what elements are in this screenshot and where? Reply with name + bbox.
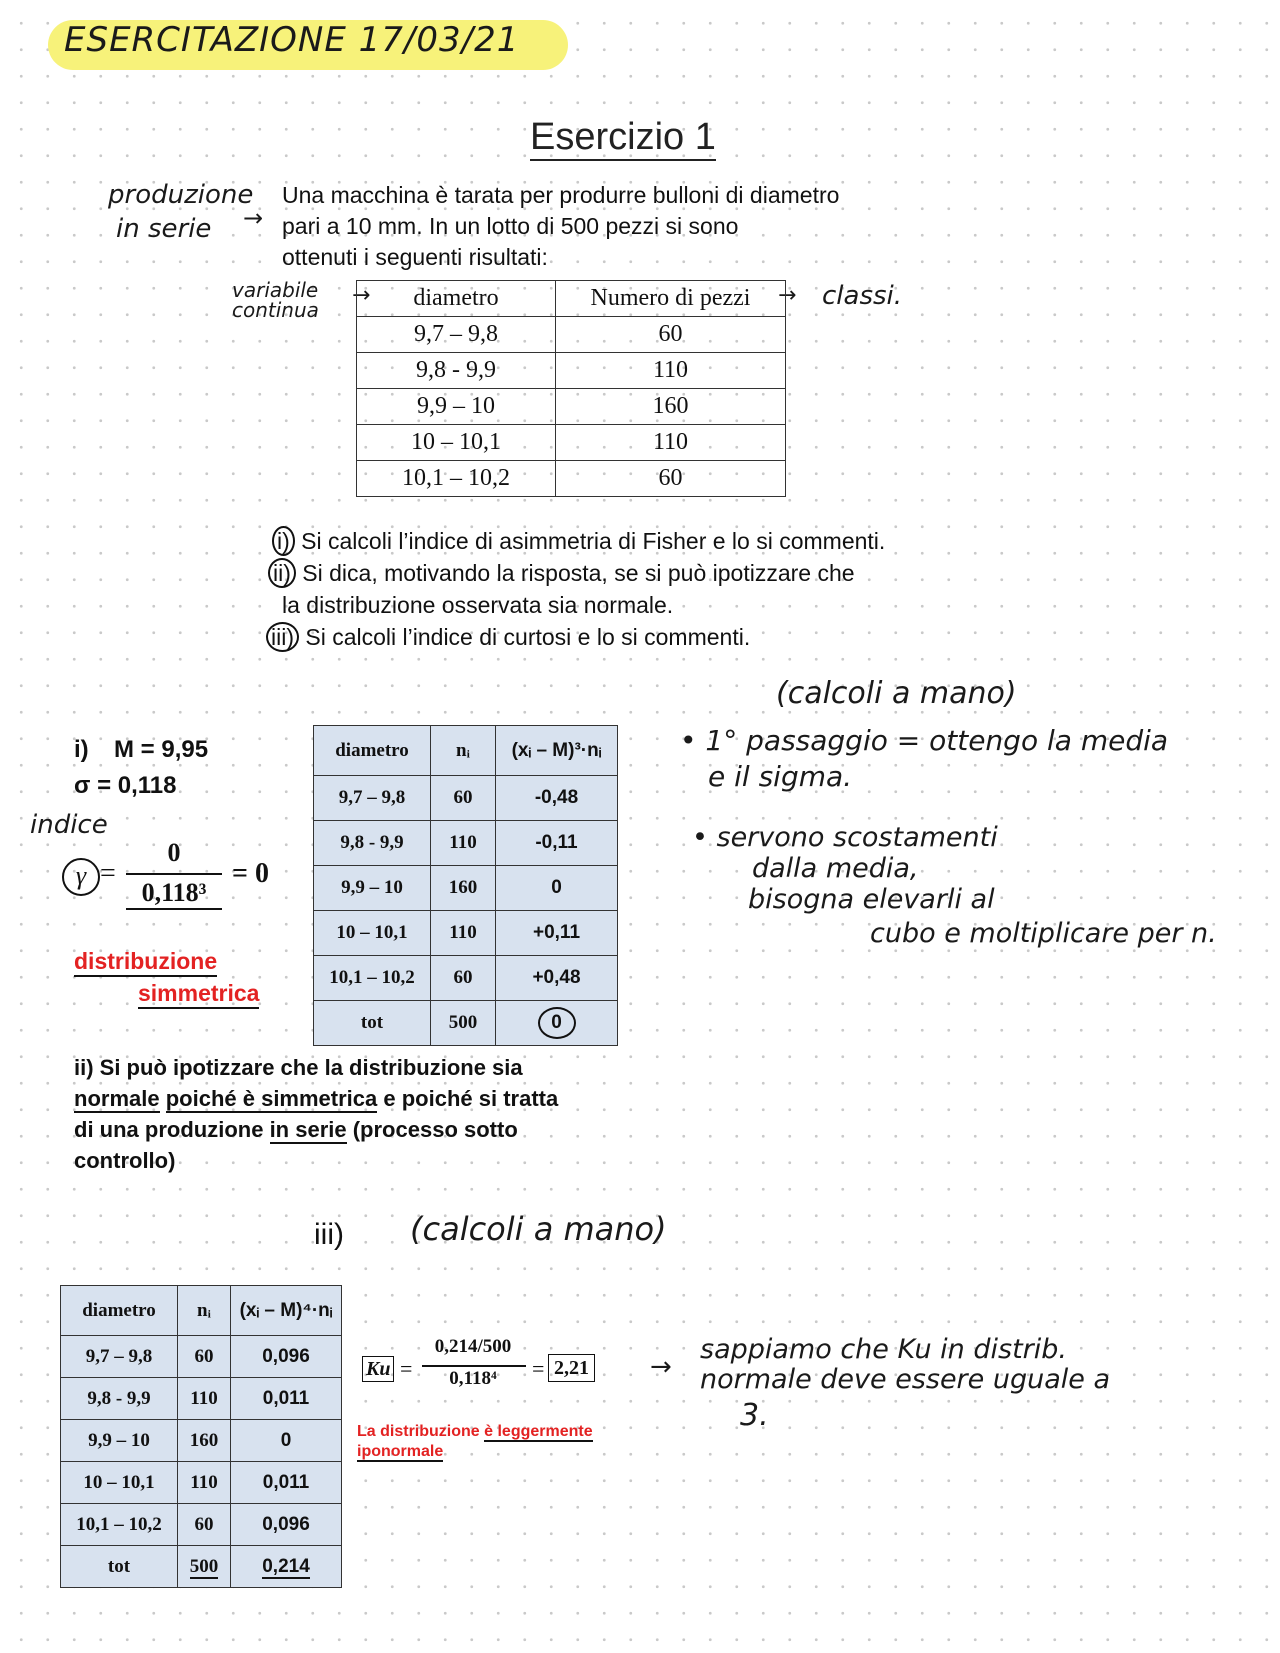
- statement-line-1: Una macchina è tarata per produrre bulloni di diametro: [282, 182, 840, 208]
- note-calcoli-2: (calcoli a mano): [410, 1210, 667, 1248]
- total-value: 0,214: [262, 1555, 310, 1577]
- cell: 110: [178, 1378, 231, 1420]
- table-row: [61, 1378, 342, 1420]
- cell: 9,7 – 9,8: [314, 776, 431, 821]
- cell: 60: [431, 776, 496, 821]
- q1-number: i): [272, 526, 295, 556]
- table-row: [357, 353, 786, 389]
- cell: 160: [178, 1420, 231, 1462]
- cell: 10 – 10,1: [61, 1462, 178, 1504]
- solution-3-label: iii): [314, 1218, 344, 1251]
- note-in-serie: in serie: [116, 214, 212, 244]
- arrow-1: →: [243, 204, 264, 232]
- cell: 0,096: [231, 1336, 342, 1378]
- ku-equals: =: [400, 1356, 413, 1381]
- table-row: [357, 389, 786, 425]
- ku-fraction-bar: [422, 1365, 526, 1367]
- note-sappiamo-3: 3.: [740, 1398, 769, 1433]
- table-total-row: [314, 1001, 618, 1046]
- note-scostamenti-1: • servono scostamenti: [692, 822, 998, 853]
- table-row: [314, 956, 618, 1001]
- q2-text-b: la distribuzione osservata sia normale.: [282, 592, 674, 618]
- cell: 110: [431, 821, 496, 866]
- total-cell: [231, 1546, 342, 1588]
- cell: 0: [496, 866, 618, 911]
- table-row: [357, 425, 786, 461]
- ku-symbol: Ku: [362, 1356, 394, 1382]
- cell-count: 110: [556, 425, 786, 461]
- solution-1-label: i): [74, 736, 89, 763]
- ku-comment: [357, 1422, 593, 1462]
- cell: 0,011: [231, 1378, 342, 1420]
- cell: tot: [61, 1546, 178, 1588]
- header-diametro: diametro: [61, 1286, 178, 1336]
- sol2-line-2-end: e poiché si tratta: [383, 1086, 559, 1111]
- cell-count: 110: [556, 353, 786, 389]
- cell: 110: [431, 911, 496, 956]
- table-row: [314, 911, 618, 956]
- sol2-produzione: di una produzione: [74, 1117, 264, 1142]
- sol2-simmetrica: poiché è simmetrica: [165, 1086, 378, 1111]
- sol2-line-1: ii) Si può ipotizzare che la distribuzione sia: [74, 1055, 523, 1080]
- statement-line-2: pari a 10 mm. In un lotto di 500 pezzi si sono: [282, 213, 739, 239]
- note-scostamenti-4: cubo e moltiplicare per n.: [870, 918, 1217, 949]
- q2-number: ii): [268, 558, 296, 588]
- note-sappiamo-1: sappiamo che Ku in distrib.: [700, 1334, 1067, 1365]
- sol2-line-2: [74, 1083, 644, 1114]
- header-diametro: diametro: [314, 726, 431, 776]
- header-ni: nᵢ: [431, 726, 496, 776]
- statement-line-3: ottenuti i seguenti risultati:: [282, 244, 548, 270]
- cell-class: 9,8 - 9,9: [357, 353, 556, 389]
- note-calcoli-1: (calcoli a mano): [776, 676, 1017, 711]
- solution-2-text: [74, 1052, 644, 1176]
- header-diametro: diametro: [357, 281, 556, 317]
- ku-equals-2: =: [532, 1356, 545, 1381]
- question-3: [266, 621, 750, 653]
- sol2-in-serie: in serie: [269, 1117, 347, 1142]
- question-2: [268, 557, 855, 589]
- header-cubic: (xᵢ – M)³·nᵢ: [496, 726, 618, 776]
- cell: 10 – 10,1: [314, 911, 431, 956]
- mean-value: M = 9,95: [114, 736, 209, 763]
- cell-count: 60: [556, 461, 786, 497]
- table-row: [61, 1420, 342, 1462]
- q3-text: Si calcoli l’indice di curtosi e lo si commenti.: [305, 624, 751, 650]
- q2-text-a: Si dica, motivando la risposta, se si può ipotizzare che: [302, 560, 855, 586]
- header-numero-pezzi: Numero di pezzi: [556, 281, 786, 317]
- note-classi: classi.: [822, 281, 903, 311]
- note-produzione: produzione: [108, 180, 254, 210]
- arrow-4: →: [650, 1352, 672, 1382]
- cell: 10,1 – 10,2: [61, 1504, 178, 1546]
- arrow-3: →: [778, 283, 797, 308]
- exercise-title: Esercizio 1: [530, 115, 716, 161]
- cell: +0,48: [496, 956, 618, 1001]
- cell: tot: [314, 1001, 431, 1046]
- problem-statement: [282, 180, 932, 273]
- cell: 9,9 – 10: [314, 866, 431, 911]
- cell: 0: [231, 1420, 342, 1462]
- cell: +0,11: [496, 911, 618, 956]
- ku-comment-a: La distribuzione: [357, 1423, 485, 1440]
- note-scostamenti-2: dalla media,: [752, 853, 919, 884]
- page-header: ESERCITAZIONE 17/03/21: [64, 20, 520, 60]
- header-quartic: (xᵢ – M)⁴·nᵢ: [231, 1286, 342, 1336]
- cell: 9,7 – 9,8: [61, 1336, 178, 1378]
- note-passaggio-1: • 1° passaggio = ottengo la media: [680, 724, 1169, 757]
- table-header-row: [357, 281, 786, 317]
- total-n-cell: [178, 1546, 231, 1588]
- cell: 60: [178, 1336, 231, 1378]
- cell: 9,8 - 9,9: [61, 1378, 178, 1420]
- total-cell: [496, 1001, 618, 1046]
- cell: 9,9 – 10: [61, 1420, 178, 1462]
- table-header-row: [314, 726, 618, 776]
- cell: -0,11: [496, 821, 618, 866]
- table-row: [61, 1504, 342, 1546]
- cell-count: 60: [556, 317, 786, 353]
- gamma-result: = 0: [232, 858, 269, 889]
- gamma-denominator: 0,118³: [126, 878, 222, 910]
- cell: 0,096: [231, 1504, 342, 1546]
- cell: 60: [178, 1504, 231, 1546]
- note-indice: indice: [30, 810, 108, 840]
- q1-text: Si calcoli l’indice di asimmetria di Fisher e lo si commenti.: [301, 528, 886, 554]
- sol2-normale: normale: [74, 1086, 160, 1111]
- table-row: [357, 317, 786, 353]
- sol2-line-4: controllo): [74, 1148, 176, 1173]
- question-1: [272, 525, 885, 557]
- quartic-deviation-table: [60, 1285, 342, 1588]
- arrow-2: →: [352, 283, 371, 308]
- q3-number: iii): [266, 622, 299, 652]
- frequency-table: [356, 280, 786, 497]
- gamma-symbol: γ: [62, 858, 100, 896]
- cubic-deviation-table: [313, 725, 618, 1046]
- table-row: [314, 776, 618, 821]
- total-value: 0: [538, 1007, 576, 1039]
- table-row: [314, 821, 618, 866]
- ku-numerator: 0,214/500: [434, 1336, 512, 1357]
- comment-distribuzione: distribuzione: [74, 948, 217, 977]
- cell-class: 10,1 – 10,2: [357, 461, 556, 497]
- cell: 500: [431, 1001, 496, 1046]
- cell: 60: [431, 956, 496, 1001]
- total-n: 500: [189, 1555, 219, 1577]
- cell-class: 10 – 10,1: [357, 425, 556, 461]
- table-total-row: [61, 1546, 342, 1588]
- cell-count: 160: [556, 389, 786, 425]
- table-header-row: [61, 1286, 342, 1336]
- ku-result: 2,21: [548, 1354, 595, 1382]
- table-row: [61, 1336, 342, 1378]
- note-variabile: variabile: [232, 278, 319, 302]
- sigma-value: σ = 0,118: [74, 772, 177, 799]
- gamma-numerator: 0: [167, 838, 181, 867]
- ku-comment-b: è leggermente: [484, 1423, 593, 1440]
- note-passaggio-2: e il sigma.: [708, 760, 853, 793]
- note-scostamenti-3: bisogna elevarli al: [748, 884, 995, 915]
- cell: -0,48: [496, 776, 618, 821]
- header-ni: nᵢ: [178, 1286, 231, 1336]
- sol2-processo: (processo sotto: [352, 1117, 518, 1142]
- cell-class: 9,7 – 9,8: [357, 317, 556, 353]
- ku-denominator: 0,118⁴: [449, 1368, 497, 1389]
- cell-class: 9,9 – 10: [357, 389, 556, 425]
- comment-simmetrica: simmetrica: [138, 980, 259, 1009]
- cell: 0,011: [231, 1462, 342, 1504]
- note-continua: continua: [232, 298, 319, 322]
- cell: 10,1 – 10,2: [314, 956, 431, 1001]
- table-row: [357, 461, 786, 497]
- table-row: [314, 866, 618, 911]
- sol2-line-3: [74, 1114, 644, 1145]
- fraction-bar: [126, 873, 222, 875]
- ku-comment-c: iponormale: [357, 1443, 444, 1460]
- table-row: [61, 1462, 342, 1504]
- gamma-equals: =: [100, 858, 116, 889]
- cell: 9,8 - 9,9: [314, 821, 431, 866]
- cell: 110: [178, 1462, 231, 1504]
- note-sappiamo-2: normale deve essere uguale a: [700, 1364, 1110, 1395]
- cell: 160: [431, 866, 496, 911]
